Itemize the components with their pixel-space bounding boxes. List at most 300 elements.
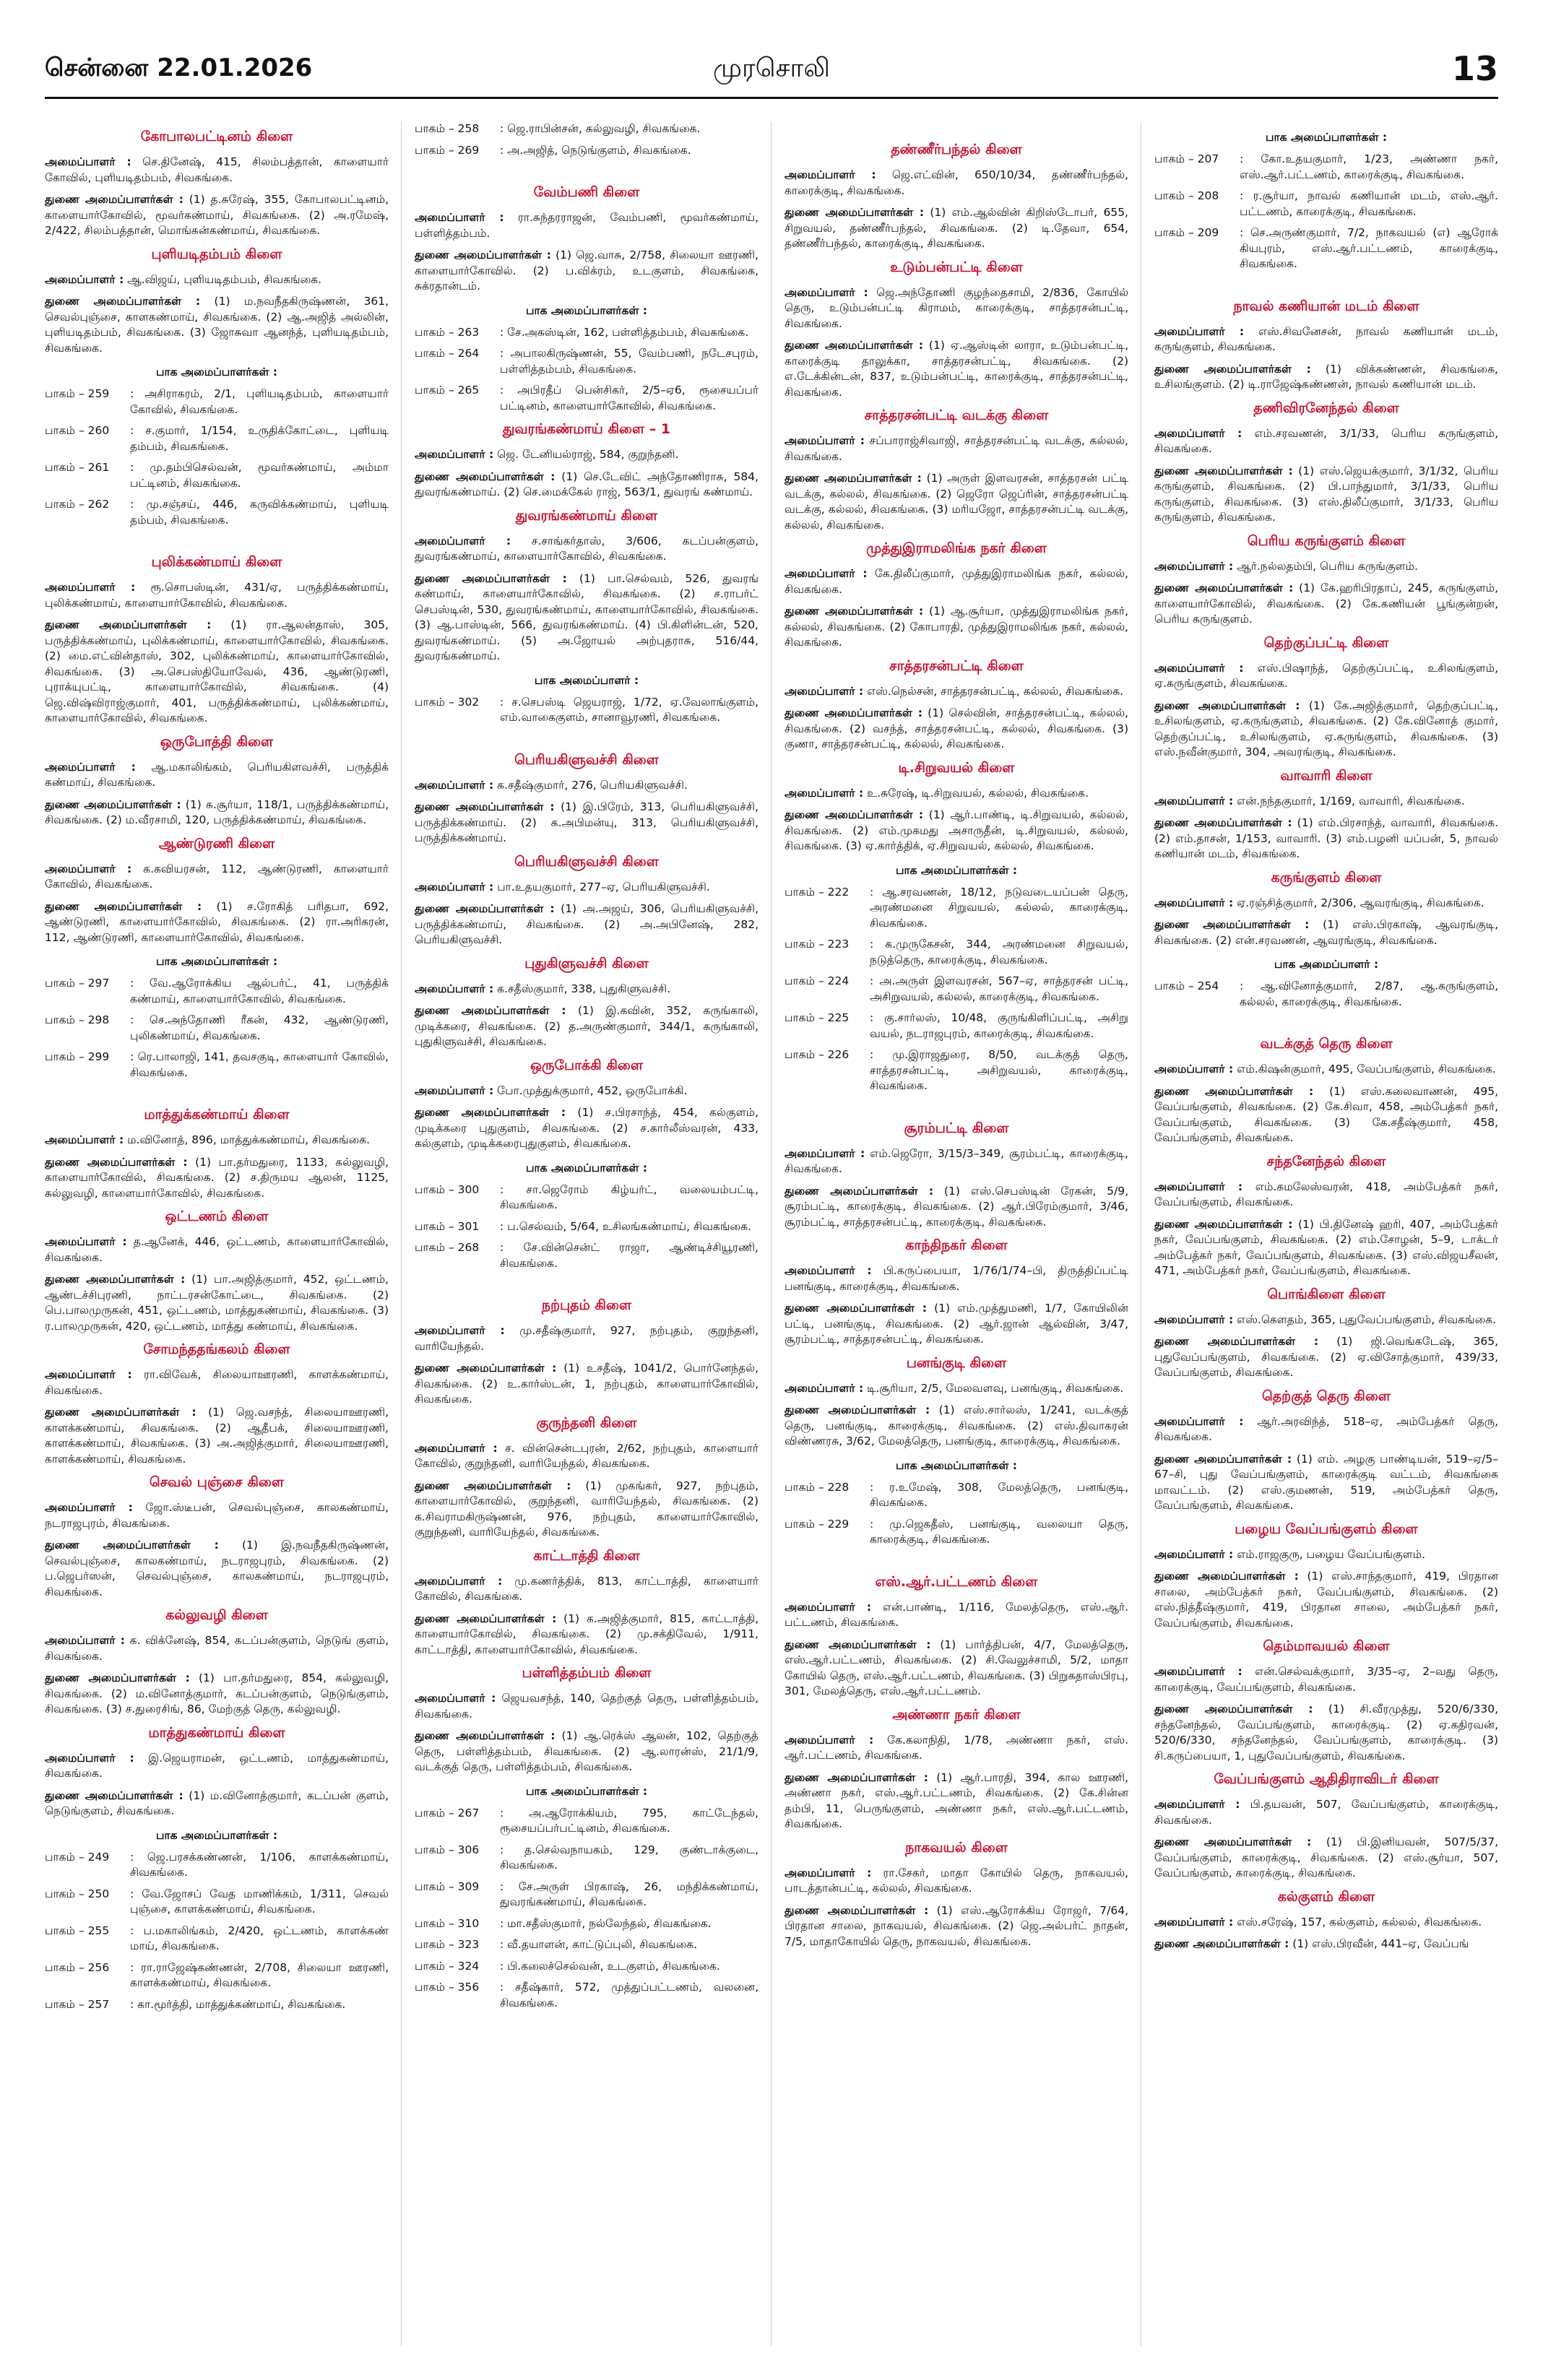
role-label: துணை அமைப்பாளர்கள் : [1154, 464, 1293, 477]
booth-entry [415, 1937, 758, 1953]
role-label: அமைப்பாளர் : [1154, 794, 1234, 808]
member-details: (1) ச.பிரசாந்த், 454, கல்குளம், முடிக்கரை புதுகுளம், சிவகங்கை. (2) ச.கார்லீஸ்வரன், 433, கல்குளம், முடிக்கரைபுதுகுளம், சிவகங்கை. [415, 1106, 758, 1150]
member-details: (1) முகங்கர், 927, நற்புதம், காளையார்கோவில், குறுந்தனி, வாரியேந்தல், சிவகங்கை. (2) க.சிவராமகிருஷ்ணன், 976, நற்புதம், காளையார்கோவில், குறுந்தனி, வாரியேந்தல், சிவகங்கை. [415, 1479, 758, 1539]
member-details: (1) பி.தினேஷ் ஹரி, 407, அம்பேத்கர் நகர், வேப்பங்குளம், சிவகங்கை. (2) எம்.சோழன், 5–9, டாக்டர் அம்பேத்கர் நகர், வேப்பங்குளம், சிவகங்கை. (3) எஸ்.விஜயசீலன், 471, அம்பேத்கர் நகர், வேப்பங்குளம், சிவகங்கை. [1154, 1217, 1498, 1277]
booth-details: : சே.அகஸ்டின், 162, பள்ளித்தம்பம், சிவகங்கை. [500, 325, 749, 339]
member-details: (1) உசதீஷ், 1041/2, பொர்னேந்தல், சிவகங்கை. (2) உ.கார்ஸ்டன், 1, நற்புதம், காளையார்கோவில், சிவகங்கை. [415, 1362, 758, 1406]
role-label: அமைப்பாளர் : [1154, 1915, 1234, 1929]
member-details: (1) விக்கண்ணன், சிவகங்கை, உசிலங்குளம். (2) டி.ராஜேஷ்கண்ணன், நாவல் கணியான் மடம். [1154, 362, 1498, 391]
member-details: ஆர்.அரவிந்த், 518–ஏ, அம்பேத்கர் தெரு, சிவகங்கை. [1154, 1414, 1498, 1443]
member-details: பி.கருப்பையா, 1/76/1/74–பி, திருத்திப்பட்டி பனங்குடி, காரைக்குடி, சிவகங்கை. [785, 1264, 1128, 1293]
booth-details: : சா.ஜெரோம் கிழ்யர்ட், வலையம்பட்டி, சிவகங்கை. [500, 1182, 758, 1211]
role-label: அமைப்பாளர் : [415, 880, 494, 893]
role-label: துணை அமைப்பாளர்கள் : [415, 902, 555, 915]
role-label: துணை அமைப்பாளர்கள் : [785, 1637, 931, 1651]
member-entry [785, 1770, 1128, 1832]
booth-entry [785, 1047, 1128, 1094]
role-label: துணை அமைப்பாளர்கள் : [415, 248, 551, 261]
role-label: அமைப்பாளர் : [1154, 1063, 1234, 1076]
booth-details: : கு.சார்லஸ், 10/48, குருங்கிளிப்பட்டி, அசிறு வயல், நடராஜபுரம், காரைக்குடி, சிவகங்கை. [870, 1011, 1128, 1040]
member-entry [415, 248, 758, 295]
role-label: அமைப்பாளர் : [415, 211, 504, 224]
role-label: அமைப்பாளர் : [45, 1235, 127, 1248]
member-entry [785, 285, 1128, 332]
member-entry [785, 604, 1128, 651]
member-details: ரா.சுந்தரராஜன், வேம்பணி, மூவர்கண்மாய், பள்ளித்தம்பம். [415, 211, 758, 240]
member-entry [785, 786, 1128, 802]
role-label: அமைப்பாளர் : [1154, 426, 1242, 440]
section-subheading: பாக அமைப்பாளர்கள் : [525, 1784, 648, 1798]
member-details: க.சதீஷ்குமார், 276, பெரியகிளுவச்சி. [493, 778, 688, 792]
member-entry [1154, 1217, 1498, 1279]
role-label: அமைப்பாளர் : [45, 1501, 133, 1514]
role-label: அமைப்பாளர் : [45, 155, 131, 168]
role-label: அமைப்பாளர் : [1154, 1798, 1240, 1811]
booth-entry [1154, 189, 1498, 220]
branch-heading: குருந்தனி கிளை [536, 1414, 637, 1431]
member-details: எம்.சரவணன், 3/1/33, பெரிய கருங்குளம், சிவகங்கை. [1154, 426, 1498, 455]
member-entry [45, 1751, 389, 1782]
member-entry [45, 899, 389, 946]
role-label: துணை அமைப்பாளர்கள் : [1154, 1570, 1299, 1583]
role-label: துணை அமைப்பாளர்கள் : [785, 605, 924, 618]
branch-heading: பெரியகிளுவச்சி கிளை [514, 751, 659, 768]
member-details: ஏ.ரஞ்சித்குமார், 2/306, ஆவரங்குடி, சிவகங்கை. [1233, 896, 1484, 909]
role-label: அமைப்பாளர் : [415, 1083, 494, 1097]
role-label: துணை அமைப்பாளர்கள் : [45, 1788, 183, 1802]
booth-number: பாகம் – 263 [415, 325, 480, 339]
booth-details: : பி.கலைச்செல்வன், உடகுளம், சிவகங்கை. [500, 1959, 720, 1973]
member-entry [415, 1611, 758, 1658]
role-label: அமைப்பாளர் : [1154, 1180, 1243, 1193]
member-details: கே.திலீப்குமார், முத்துஇராமலிங்க நகர், கல்லல், சிவகங்கை. [785, 567, 1128, 596]
role-label: துணை அமைப்பாளர்கள் : [415, 1479, 571, 1492]
role-label: அமைப்பாளர் : [785, 1866, 872, 1879]
booth-number: பாகம் – 267 [415, 1806, 480, 1819]
booth-entry [415, 1219, 758, 1235]
booth-details: : மா.சதீஸ்குமார், நல்லேந்தல், சிவகங்கை. [500, 1916, 712, 1930]
branch-heading: தெற்குப்பட்டி கிளை [1263, 634, 1389, 651]
branch-heading: வேப்பங்குளம் ஆதிதிராவிடர் கிளை [1214, 1771, 1439, 1787]
member-details: ம.வினோத், 896, மாத்துக்கண்மாய், சிவகங்கை. [124, 1133, 371, 1146]
role-label: அமைப்பாளர் : [1154, 1312, 1234, 1326]
booth-entry [415, 121, 758, 137]
member-entry [415, 1361, 758, 1408]
member-details: ச. வின்சென்டபுரன், 2/62, நற்புதம், காளையார் கோவில், குறுந்தனி, வாரியேந்தல், சிவகங்கை. [415, 1441, 758, 1470]
role-label: அமைப்பாளர் : [415, 534, 511, 548]
gap [415, 1277, 758, 1290]
booth-number: பாகம் – 254 [1154, 979, 1219, 992]
role-label: அமைப்பாளர் : [785, 1381, 864, 1395]
member-entry [1154, 698, 1498, 761]
booth-number: பாகம் – 306 [415, 1843, 480, 1856]
role-label: துணை அமைப்பாளர்கள் : [1154, 581, 1294, 594]
member-entry [45, 294, 389, 356]
role-label: அமைப்பாளர் : [45, 272, 124, 286]
booth-number: பாகம் – 207 [1154, 152, 1219, 165]
member-details: ஆ.மகாலிங்கம், பெரியகிளவச்சி, பருத்திக் கண்மாய், சிவகங்கை. [45, 760, 389, 789]
member-details: (1) எஸ்.ஜெயக்குமார், 3/1/32, பெரிய கருங்குளம், சிவகங்கை. (2) பி.பாந்துமார், 3/1/33, பெரிய கருங்குளம், சிவகங்கை. (3) எஸ்.திலீப்குமார், 3/1/33, பெரிய கருங்குளம், சிவகங்கை. [1154, 464, 1498, 524]
member-entry [785, 1146, 1128, 1177]
booth-details: : அ.அஜித், நெடுங்குளம், சிவகங்கை. [500, 143, 691, 157]
member-details: எஸ்.சிவனேசன், நாவல் கணியான் மடம், கருங்குளம், சிவகங்கை. [1154, 324, 1498, 353]
member-details: (1) எஸ்.சார்லஸ், 1/241, வடக்குத் தெரு, பனங்குடி, காரைக்குடி, சிவகங்கை. (2) எஸ்.திவாகரன் விண்ணரசு, 3/62, மேலத்தெரு, பனங்குடி, காரைக்குடி, சிவகங்கை. [785, 1403, 1128, 1448]
booth-entry [415, 383, 758, 414]
member-entry [1154, 362, 1498, 393]
gap [1154, 278, 1498, 291]
booth-number: பாகம் – 208 [1154, 189, 1219, 202]
masthead [45, 51, 1498, 95]
role-label: அமைப்பாளர் : [1154, 1665, 1242, 1678]
booth-number: பாகம் – 265 [415, 384, 480, 397]
member-entry [45, 1133, 389, 1148]
branch-heading: சாத்தரசன்பட்டி கிளை [889, 657, 1024, 674]
role-label: துணை அமைப்பாளர்கள் : [45, 1273, 186, 1286]
member-entry [1154, 1702, 1498, 1764]
booth-number: பாகம் – 302 [415, 695, 480, 709]
member-details: ஜெ.எட்வின், 650/10/34, தண்ணீர்பந்தல், காரைக்குடி, சிவகங்கை. [785, 168, 1128, 197]
member-details: ச.சாங்கர்தாஸ், 3/606, கடப்பன்குளம், துவரங்கண்மாய், காளையார்கோவில், சிவகங்கை. [415, 534, 758, 563]
booth-details: : ஆ.சரவணன், 18/12, நடுவடையப்பன் தெரு, அரண்மனை சிறுவயல், கல்லல், காரைக்குடி, சிவகங்கை. [870, 885, 1128, 930]
booth-details: : அபிரதீப் பென்சிகர், 2/5–ஏ6, ரூசையப்பர் பட்டினம், காளையார்கோவில், சிவகங்கை. [500, 384, 758, 412]
role-label: துணை அமைப்பாளர்கள் : [785, 1302, 927, 1315]
booth-entry [45, 1850, 389, 1881]
member-entry [415, 1691, 758, 1722]
booth-number: பாகம் – 298 [45, 1013, 110, 1026]
booth-number: பாகம் – 256 [45, 1960, 110, 1974]
role-label: துணை அமைப்பாளர்கள் : [45, 1539, 219, 1552]
member-entry [45, 1155, 389, 1202]
booth-number: பாகம் – 323 [415, 1938, 480, 1951]
member-entry [415, 210, 758, 241]
branch-heading: தெம்மாவயல் கிளை [1263, 1638, 1390, 1654]
booth-number: பாகம் – 224 [785, 974, 850, 987]
role-label: அமைப்பாளர் : [1154, 1547, 1234, 1561]
role-label: அமைப்பாளர் : [1154, 324, 1245, 338]
member-details: இ.ஜெயராமன், ஒட்டணம், மாத்துகண்மாய், சிவகங்கை. [45, 1751, 389, 1780]
booth-details: : ஜெ.பரசக்கண்ணன், 1/106, காளக்கண்மாய், சிவகங்கை. [130, 1850, 389, 1879]
booth-details: : ரெ.பாலாஜி, 141, தவசகுடி, காளையார் கோவில், சிவகங்கை. [130, 1050, 389, 1079]
branch-heading: சோமந்ததங்கலம் கிளை [143, 1341, 290, 1357]
member-details: ஜெ.அந்தோணி குழந்தைசாமி, 2/836, கோயில் தெரு, உடும்பன்பட்டி கிராமம், காரைக்குடி, சாத்தரசன்பட்டி, சிவகங்கை. [785, 285, 1128, 330]
booth-entry [415, 325, 758, 341]
member-details: (1) பா.செல்வம், 526, துவரங் கண்மாய், காளையார்கோவில், சிவகங்கை. (2) ச.ராபர்ட் செபஸ்டின், 530, துவரங்கண்மாய், காளையார்கோவில், சிவகங்கை. (3) ஆ.பாஸ்டின், 566, துவரங்கண்மாய். (4) பி.கிளின்டன், 520, துவரங்கண்மாய். (5) அ.ஜோயல் அற்புதராசு, 516/44, துவரங்கண்மாய். [415, 571, 758, 662]
role-label: அமைப்பாளர் : [415, 1441, 498, 1455]
role-label: அமைப்பாளர் : [415, 1574, 503, 1588]
booth-number: பாகம் – 297 [45, 977, 110, 990]
branch-heading: நற்புதம் கிளை [541, 1297, 632, 1313]
booth-number: பாகம் – 301 [415, 1219, 480, 1233]
member-entry [415, 901, 758, 948]
booth-number: பாகம் – 356 [415, 1981, 480, 1994]
member-entry [1154, 581, 1498, 628]
role-label: அமைப்பாளர் : [415, 1692, 496, 1705]
role-label: அமைப்பாளர் : [785, 434, 865, 447]
member-details: கே.கலாநிதி, 1/78, அண்ணா நகர், எஸ். ஆர்.பட்டணம், சிவகங்கை. [785, 1733, 1128, 1762]
member-details: எம்.கமலேஸ்வரன், 418, அம்பேத்கர் நகர், வேப்பங்குளம், சிவகங்கை. [1154, 1180, 1498, 1208]
booth-details: : வீ.தயாளன், காட்டுப்புலி, சிவகங்கை. [500, 1938, 698, 1951]
member-entry [415, 778, 758, 794]
booth-details: : கோ.உதயகுமார், 1/23, அண்ணா நகர், எஸ்.ஆர்.பட்டணம், காரைக்குடி, சிவகங்கை. [1240, 152, 1498, 181]
branch-heading: கல்குளம் கிளை [1277, 1888, 1375, 1905]
section-subheading: பாக அமைப்பாளர்கள் : [1265, 131, 1388, 144]
member-details: ஆர்.நல்லதம்பி, பெரிய கருங்குளம். [1233, 559, 1418, 573]
member-entry [45, 618, 389, 727]
role-label: துணை அமைப்பாளர்கள் : [415, 1611, 557, 1625]
booth-details: : த.செல்வநாயகம், 129, குண்டாக்குடை, சிவகங்கை. [500, 1843, 758, 1871]
member-entry [415, 469, 758, 501]
column-2 [415, 121, 758, 2368]
member-details: (1) சு.சூர்யா, 118/1, பருத்திக்கண்மாய், சிவகங்கை. (2) ம.வீரசாமி, 120, பருத்திக்கண்மாய், சிவகங்கை. [45, 797, 389, 826]
role-label: அமைப்பாளர் : [45, 1368, 132, 1381]
booth-entry [45, 1997, 389, 2013]
member-details: (1) எஸ்.பிரவீன், 441–ஏ, வேப்பங் [1289, 1937, 1469, 1950]
section-subheading: பாக அமைப்பாளர் : [1274, 958, 1379, 971]
role-label: துணை அமைப்பாளர்கள் : [45, 295, 201, 308]
member-details: (1) சி.வீரமுத்து, 520/6/330, சந்தனேந்தல், வேப்பங்குளம், காரைக்குடி. (2) ஏ.கதிரவன், 520/6/330, சந்தனேந்தல், வேப்பங்குளம், காரைக்குடி. (3) சி.கருப்பையா, 1, புதுவேப்பங்குளம், சிவகங்கை. [1154, 1702, 1498, 1762]
member-entry [1154, 1547, 1498, 1563]
member-entry [415, 800, 758, 847]
issue-date: சென்னை 22.01.2026 [45, 53, 313, 82]
member-entry [785, 706, 1128, 753]
section-subheading: பாக அமைப்பாளர்கள் : [155, 1828, 278, 1842]
member-details: (1) ஆர்.பாண்டி, டி.சிறுவயல், கல்லல், சிவகங்கை. (2) எம்.முகமது அசாருதீன், டி.சிறுவயல், கல்லல், சிவகங்கை. (3) ஏ.கார்த்திக், ஏ.சிறுவயல், கல்லல், சிவகங்கை. [785, 808, 1128, 852]
column-divider [771, 121, 772, 2346]
booth-entry [785, 937, 1128, 968]
role-label: துணை அமைப்பாளர்கள் : [785, 808, 924, 821]
role-label: அமைப்பாளர் : [785, 1600, 872, 1614]
role-label: துணை அமைப்பாளர்கள் : [415, 1362, 557, 1375]
booth-entry [415, 1182, 758, 1213]
branch-heading: தணிவிரனேந்தல் கிளை [1253, 399, 1399, 416]
member-entry [1154, 1915, 1498, 1931]
booth-number: பாகம் – 225 [785, 1011, 850, 1024]
member-details: க. விக்னேஷ், 854, கடப்பன்குளம், நெடுங் குளம், சிவகங்கை. [45, 1634, 389, 1663]
role-label: துணை அமைப்பாளர்கள் : [785, 706, 922, 719]
branch-heading: கோபாலபட்டினம் கிளை [140, 129, 293, 144]
booth-details: : மு.தம்பிசெல்வன், மூவர்கண்மாய், அம்மா பட்டினம், சிவகங்கை. [130, 461, 389, 490]
role-label: அமைப்பாளர் : [785, 168, 876, 181]
booth-entry [45, 423, 389, 454]
booth-number: பாகம் – 250 [45, 1887, 110, 1900]
member-details: (1) த.சுரேஷ், 355, கோபாலபட்டினம், காளையார்கோவில், மூவர்கண்மாய், சிவகங்கை. (2) அ.ரமேஷ், 2/422, சிலம்பத்தான், மொங்கன்கண்மாய், சிவகங்கை. [45, 193, 389, 237]
booth-entry [1154, 979, 1498, 1010]
member-entry [1154, 1084, 1498, 1146]
gap [45, 534, 389, 547]
member-details: (1) பா.தர்மதுரை, 854, கல்லுவழி, சிவகங்கை. (2) ம.வினோத்குமார், கடப்பன்குளம், நெடுங்குளம், சிவகங்கை. (3) ச.துரைசிங், 86, மேற்குத் தெரு, கல்லுவழி. [45, 1671, 389, 1715]
booth-entry [415, 1240, 758, 1271]
member-entry [415, 1479, 758, 1541]
branch-heading: பழைய வேப்பங்குளம் கிளை [1235, 1520, 1418, 1537]
member-details: (1) ஆ.ரெக்ஸ் ஆலன், 102, தெற்குத் தெரு, பள்ளித்தம்பம், சிவகங்கை. (2) ஆ.லாரன்ஸ், 21/1/9, வடக்குத் தெரு, பள்ளித்தம்பம், சிவகங்கை. [415, 1729, 758, 1773]
role-label: துணை அமைப்பாளர்கள் : [45, 1671, 190, 1684]
member-details: (1) எஸ்.கலைவாணன், 495, வேப்பங்குளம், சிவகங்கை. (2) கே.சிவா, 458, அம்பேத்கர் நகர், வேப்பங்குளம், சிவகங்கை. (3) கே.சதீஷ்குமார், 458, வேப்பங்குளம், சிவகங்கை. [1154, 1084, 1498, 1144]
booth-details: : அபாலகிருஷ்ணன், 55, வேம்பணி, நடேசபுரம், பள்ளித்தம்பம், சிவகங்கை. [500, 347, 758, 376]
page-number: 13 [1451, 49, 1498, 88]
member-entry [415, 982, 758, 998]
branch-heading: மாத்துகண்மாய் கிளை [148, 1724, 285, 1741]
member-details: செ.தினேஷ், 415, சிலம்பத்தான், காளையார் கோவில், புளியடிதம்பம், சிவகங்கை. [45, 155, 389, 184]
member-entry [415, 1323, 758, 1354]
member-entry [1154, 1452, 1498, 1514]
branch-heading: முத்துஇராமலிங்க நகர் கிளை [866, 540, 1047, 556]
member-entry [45, 862, 389, 893]
member-details: ரா.விவேக், சிலையாஊரணி, காளக்கண்மாய், சிவகங்கை. [45, 1368, 389, 1397]
role-label: துணை அமைப்பாளர்கள் : [785, 206, 925, 219]
booth-number: பாகம் – 324 [415, 1959, 480, 1973]
role-label: துணை அமைப்பாளர்கள் : [415, 1004, 566, 1017]
member-details: எம்.ராஜகுரு, பழைய வேப்பங்குளம். [1233, 1547, 1426, 1561]
member-details: (1) ரா.ஆலன்தாஸ், 305, பருத்திக்கண்மாய், புலிக்கண்மாய், காளையார்கோவில், சிவகங்கை. (2) மை.எட்வின்தாஸ், 302, புலிக்கண்மாய், காளையார்கோவில், சிவகங்கை. (3) அ.செபஸ்தியோவேல், 436, ஆண்டுரணி, புராக்யுபட்டி, காளையார்கோவில், சிவகங்கை. (4) ஜெ.விஷ்விராஜ்குமார், 401, பருத்திக்கண்மாய், புலிக்கண்மாய், காளையார்கோவில், சிவகங்கை. [45, 618, 389, 724]
member-entry [415, 1728, 758, 1775]
role-label: அமைப்பாளர் : [45, 581, 136, 594]
branch-heading: சாத்தரசன்பட்டி வடக்கு கிளை [864, 407, 1049, 423]
booth-entry [1154, 225, 1498, 272]
member-details: ஜெயவசந்த், 140, தெற்குத் தெரு, பள்ளித்தம்பம், சிவகங்கை. [415, 1692, 758, 1721]
branch-heading: உடும்பன்பட்டி கிளை [890, 259, 1023, 275]
member-details: (1) எஸ்.சாந்தகுமார், 419, பிரதான சாலை, அம்பேத்கர் நகர், வேப்பங்குளம், சிவகங்கை. (2) எஸ்.நித்தீஷ்குமார், 419, பிரதான சாலை, அம்பேத்கர் நகர், வேப்பங்குளம், சிவகங்கை. [1154, 1570, 1498, 1630]
booth-number: பாகம் – 223 [785, 938, 850, 951]
role-label: துணை அமைப்பாளர்கள் : [415, 800, 555, 813]
member-entry [45, 1272, 389, 1334]
member-entry [1154, 1062, 1498, 1078]
booth-entry [785, 885, 1128, 932]
member-entry [1154, 1937, 1498, 1952]
booth-details: : வே.ஆரோக்கிய ஆல்பர்ட், 41, பருத்திக் கண்மாய், காளையார்கோவில், சிவகங்கை. [130, 977, 389, 1005]
branch-heading: டி.சிறுவயல் கிளை [898, 759, 1015, 776]
booth-entry [45, 1960, 389, 1991]
role-label: துணை அமைப்பாளர்கள் : [1154, 1702, 1313, 1715]
column-4 [1154, 121, 1498, 2368]
role-label: துணை அமைப்பாளர்கள் : [785, 1903, 929, 1917]
role-label: அமைப்பாளர் : [415, 1324, 505, 1337]
member-entry [785, 1184, 1128, 1231]
branch-heading: காந்திநகர் கிளை [905, 1237, 1008, 1253]
member-details: (1) ஆ.சூர்யா, முத்துஇராமலிங்க நகர், கல்லல், சிவகங்கை. (2) கோபாரதி, முத்துஇராமலிங்க நகர், கல்லல், சிவகங்கை. [785, 605, 1128, 649]
member-entry [45, 1234, 389, 1265]
section-subheading: பாக அமைப்பாளர் : [534, 673, 639, 687]
member-details: (1) எம்.பிரசாந்த், வாவாரி, சிவகங்கை. (2) எம்.தாசன், 1/153, வாவாரி. (3) எம்.பழனி யப்பன், 5, நாவல் கணியான் மடம், சிவகங்கை. [1154, 816, 1498, 860]
booth-details: : சே.வின்சென்ட் ராஜா, ஆண்டிச்சியூரணி, சிவகங்கை. [500, 1241, 758, 1270]
member-details: (1) ம.நவநீதகிருஷ்ணன், 361, செவல்புஞ்சை, காளகண்மாய், சிவகங்கை. (2) ஆ.அஜித் அல்லின், புளியடிதம்பம், சிவகங்கை. (3) ஜோசுவா ஆனந்த், புளியடிதம்பம், சிவகங்கை. [45, 295, 389, 355]
member-details: ஆ.விஜய், புளியடிதம்பம், சிவகங்கை. [124, 272, 322, 286]
gap [415, 164, 758, 177]
member-details: போ.முத்துக்குமார், 452, ஒருபோக்கி. [493, 1083, 688, 1097]
member-entry [1154, 896, 1498, 912]
role-label: துணை அமைப்பாளர்கள் : [1154, 1084, 1314, 1098]
booth-details: : ஜெ.ராபின்சன், கல்லுவழி, சிவகங்கை. [500, 122, 701, 135]
member-entry [45, 1788, 389, 1819]
member-entry [785, 433, 1128, 464]
branch-heading: வாவாரி கிளை [1280, 767, 1373, 784]
member-details: க.சதீஸ்குமார், 338, புதுகிளுவச்சி. [493, 982, 671, 995]
branch-heading: பனங்குடி கிளை [906, 1354, 1007, 1371]
booth-details: : க.முருகேசன், 344, அரண்மனை சிறுவயல், நடுத்தெரு, காரைக்குடி, சிவகங்கை. [870, 938, 1128, 966]
booth-number: பாகம் – 226 [785, 1048, 850, 1061]
branch-heading: செவல் புஞ்சை கிளை [149, 1474, 285, 1490]
booth-details: : அ.ஆரோக்கியம், 795, காட்டேந்தல், ரூசையப்பர்பட்டினம், சிவகங்கை. [500, 1806, 758, 1835]
member-entry [785, 1263, 1128, 1294]
branch-heading: தெற்குத் தெரு கிளை [1262, 1388, 1391, 1404]
branch-heading: பொங்கிளை கிளை [1267, 1286, 1386, 1302]
member-details: (1) எஸ்.பிரகாஷ், ஆவரங்குடி, சிவகங்கை. (2) என்.சரவணன், ஆவரங்குடி, சிவகங்கை. [1154, 918, 1498, 947]
role-label: அமைப்பாளர் : [1154, 661, 1244, 675]
member-entry [785, 1403, 1128, 1450]
section-subheading: பாக அமைப்பாளர்கள் : [155, 955, 278, 968]
booth-details: : ச.குமார், 1/154, உருதிக்கோட்டை, புளியடி தம்பம், சிவகங்கை. [130, 424, 389, 453]
booth-details: : ப.செல்வம், 5/64, உசிலங்கண்மாய், சிவகங்கை. [500, 1219, 751, 1233]
member-entry [415, 447, 758, 463]
member-details: டி.சூரியா, 2/5, மேலவளவு, பனங்குடி, சிவகங்கை. [863, 1381, 1124, 1395]
booth-number: பாகம் – 222 [785, 885, 850, 899]
role-label: அமைப்பாளர் : [45, 1634, 125, 1647]
booth-entry [45, 497, 389, 528]
member-details: (1) ஜெ.வசந்த், சிலையாஊரணி, காளக்கண்மாய், சிவகங்கை. (2) ஆதீபக், சிலையாஊரணி, காளக்கண்மாய், சிவகங்கை. (3) அ.அஜித்குமார், சிலையாஊரணி, காளக்கண்மாய், சிவகங்கை. [45, 1406, 389, 1466]
booth-entry [415, 346, 758, 377]
role-label: அமைப்பாளர் : [785, 684, 864, 698]
booth-number: பாகம் – 259 [45, 387, 110, 400]
booth-details: : மு.சஞ்சய், 446, கருவிக்கண்மாய், புளியடி தம்பம், சிவகங்கை. [130, 498, 389, 527]
section-subheading: பாக அமைப்பாளர்கள் : [155, 365, 278, 378]
member-entry [1154, 559, 1498, 575]
booth-details: : சதீஷ்கார், 572, முத்துப்பட்டணம், வலனை, சிவகங்கை. [500, 1981, 758, 2009]
member-entry [785, 684, 1128, 700]
booth-entry [415, 1980, 758, 2011]
role-label: துணை அமைப்பாளர்கள் : [415, 1729, 556, 1742]
booth-entry [415, 695, 758, 726]
booth-number: பாகம் – 257 [45, 1997, 110, 2011]
branch-heading: கல்லுவழி கிளை [165, 1607, 268, 1623]
member-entry [415, 880, 758, 896]
member-entry [45, 1405, 389, 1467]
member-entry [415, 1574, 758, 1605]
role-label: துணை அமைப்பாளர்கள் : [45, 193, 183, 206]
booth-details: : ச.செபஸ்டி ஜெயராஜ், 1/72, ஏ.வேலாங்குளம், எம்.வாகைகுளம், சானாவூரணி, சிவகங்கை. [500, 695, 758, 724]
booth-details: : கா.மூர்த்தி, மாத்துக்கண்மாய், சிவகங்கை. [130, 1997, 346, 2011]
branch-heading: புளியடிதம்பம் கிளை [151, 246, 282, 262]
role-label: துணை அமைப்பாளர்கள் : [1154, 1217, 1293, 1231]
member-entry [1154, 426, 1498, 457]
booth-number: பாகம் – 209 [1154, 226, 1219, 239]
member-details: (1) எம். அழகு பாண்டியன், 519–ஏ/5–67–சி, புது வேப்பங்குளம், காரைக்குடி வட்டம், சிவகங்கை மாவட்டம். (2) எஸ்.குமணன், 519, அம்பேத்கர் தெரு, வேப்பங்குளம், சிவகங்கை. [1154, 1452, 1498, 1512]
member-entry [45, 1538, 389, 1600]
role-label: துணை அமைப்பாளர்கள் : [45, 1155, 188, 1169]
member-entry [415, 1105, 758, 1152]
booth-details: : சே.அருள் பிரகாஷ், 26, மந்திக்கண்மாய், துவரங்கண்மாய், சிவகங்கை. [500, 1879, 758, 1908]
booth-number: பாகம் – 300 [415, 1182, 480, 1196]
member-entry [785, 1903, 1128, 1950]
role-label: அமைப்பாளர் : [785, 567, 868, 580]
section-subheading: பாக அமைப்பாளர்கள் : [895, 1458, 1018, 1472]
branch-heading: பெரியகிளுவச்சி கிளை [514, 853, 659, 870]
member-entry [1154, 661, 1498, 692]
gap [785, 1554, 1128, 1567]
booth-details: : ஆ.வினோத்குமார், 2/87, ஆ.கருங்குளம், கல்லல், காரைக்குடி, சிவகங்கை. [1240, 979, 1498, 1008]
member-entry [415, 534, 758, 565]
role-label: துணை அமைப்பாளர்கள் : [785, 1770, 928, 1784]
member-details: த.ஆனேக், 446, ஒட்டணம், காளையார்கோவில், சிவகங்கை. [45, 1235, 389, 1264]
booth-number: பாகம் – 268 [415, 1241, 480, 1254]
role-label: துணை அமைப்பாளர்கள் : [45, 618, 212, 631]
role-label: அமைப்பாளர் : [785, 1146, 865, 1160]
member-details: (1) பா.தர்மதுரை, 1133, கல்லுவழி, காளையார்கோவில், சிவகங்கை. (2) ச.திருமய ஆலன், 1125, கல்லுவழி, காளையார்கோவில், சிவகங்கை. [45, 1155, 389, 1200]
role-label: அமைப்பாளர் : [45, 760, 136, 774]
gap [1154, 1016, 1498, 1029]
booth-entry [415, 1959, 758, 1975]
branch-heading: நாகவயல் கிளை [905, 1839, 1008, 1856]
member-entry [45, 192, 389, 239]
member-entry [45, 1500, 389, 1531]
